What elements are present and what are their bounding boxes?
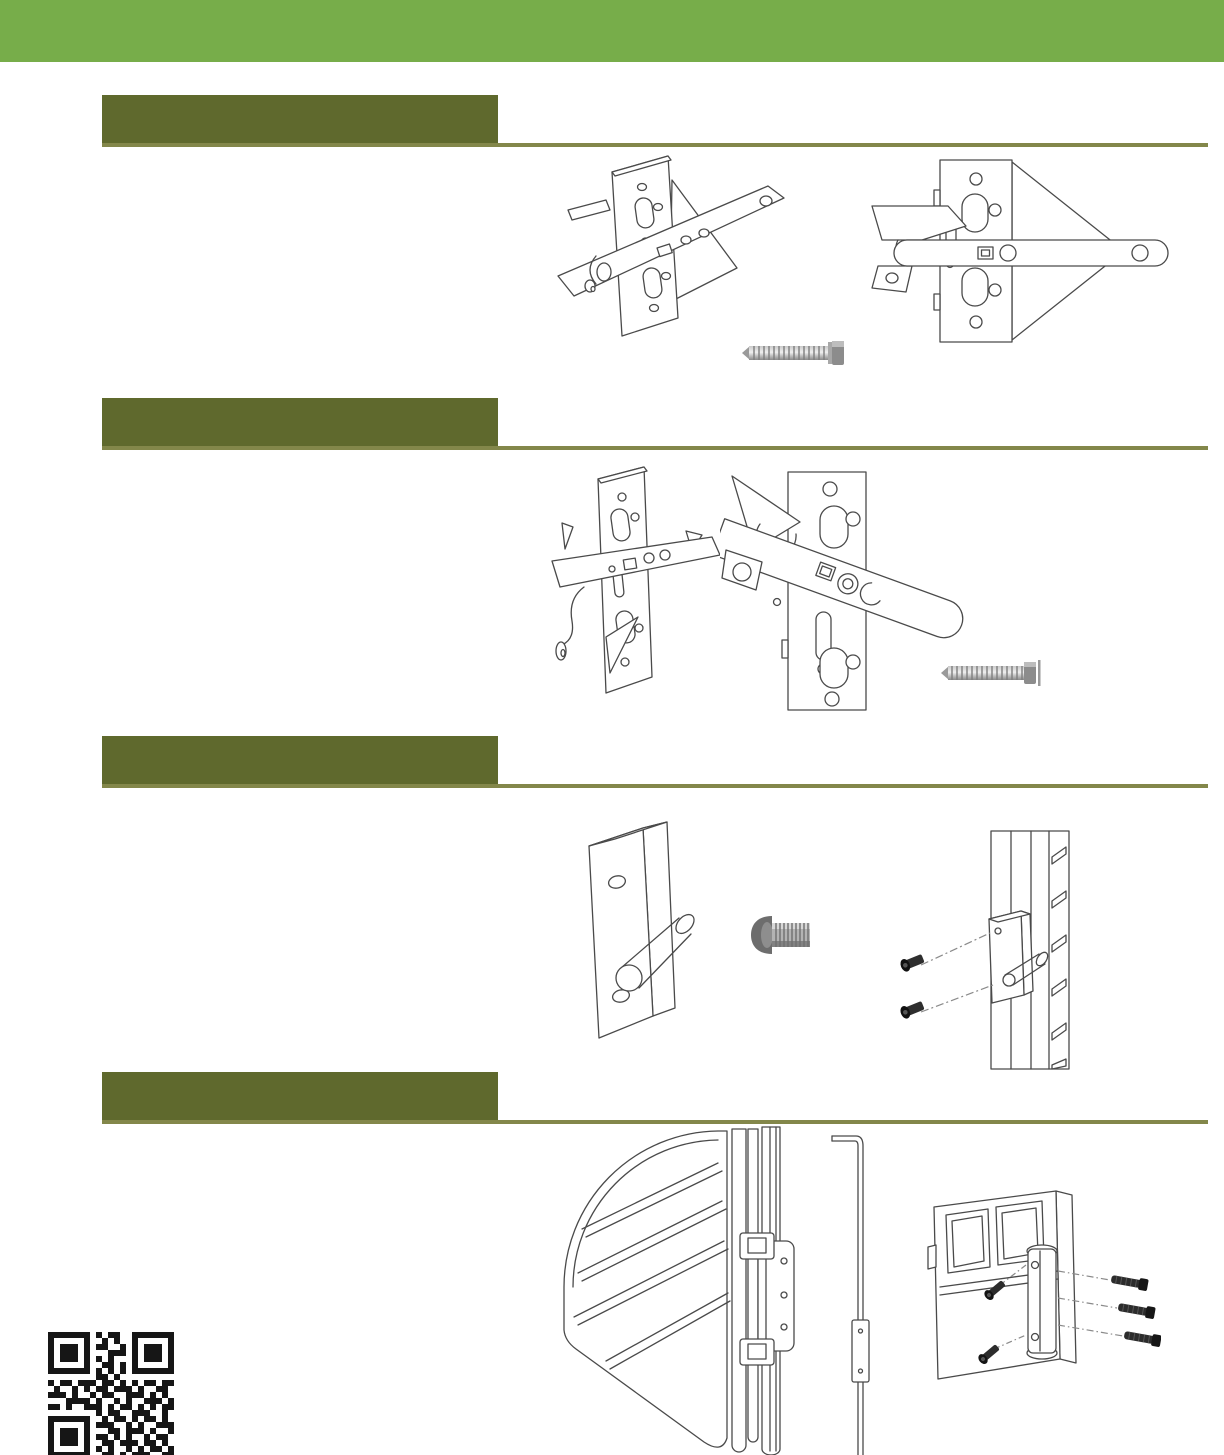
drop-rod-illustration <box>828 1128 876 1455</box>
machine-screw-photo <box>740 338 850 368</box>
socket-screw <box>899 952 926 973</box>
section-2-header-bar <box>102 398 498 446</box>
rod-guide-plate <box>1027 1245 1057 1359</box>
latch-hook <box>562 587 584 645</box>
hex-bolt <box>1110 1273 1149 1291</box>
section-4-header-bar <box>102 1072 498 1120</box>
section-1-header-bar <box>102 95 498 143</box>
gate-door-panel <box>564 1131 727 1447</box>
top-banner <box>0 0 1224 62</box>
gate-corner-illustration <box>548 1125 810 1455</box>
hex-bolt <box>1123 1329 1161 1347</box>
latch-arm <box>894 240 1168 266</box>
latch-assembly-isometric-illustration <box>552 150 792 350</box>
qr-code <box>48 1332 174 1455</box>
leader-lines <box>921 933 993 1012</box>
section-3-rule <box>102 784 1208 788</box>
hex-bolt <box>1117 1301 1156 1319</box>
section-2-rule <box>102 446 1208 450</box>
section-3-header-bar <box>102 736 498 784</box>
screw-tip <box>742 346 750 360</box>
latch-assembly-front-view-illustration <box>720 462 965 717</box>
spike-tab <box>562 523 573 549</box>
screw-tip <box>941 666 949 680</box>
machine-screw-photo <box>940 658 1045 688</box>
latch-assembly-top-view-illustration <box>862 152 1180 347</box>
socket-screw <box>899 999 926 1020</box>
side-tab <box>568 200 610 220</box>
gate-frame-with-bracket-illustration <box>893 823 1093 1075</box>
button-head-screw-photo <box>746 913 816 957</box>
gate-post-illustration <box>926 1185 1161 1393</box>
section-1-rule <box>102 143 1208 147</box>
section-4-rule <box>102 1120 1208 1124</box>
bracket-front-face <box>589 828 653 1038</box>
handle-angle-bracket-illustration <box>575 820 710 1050</box>
